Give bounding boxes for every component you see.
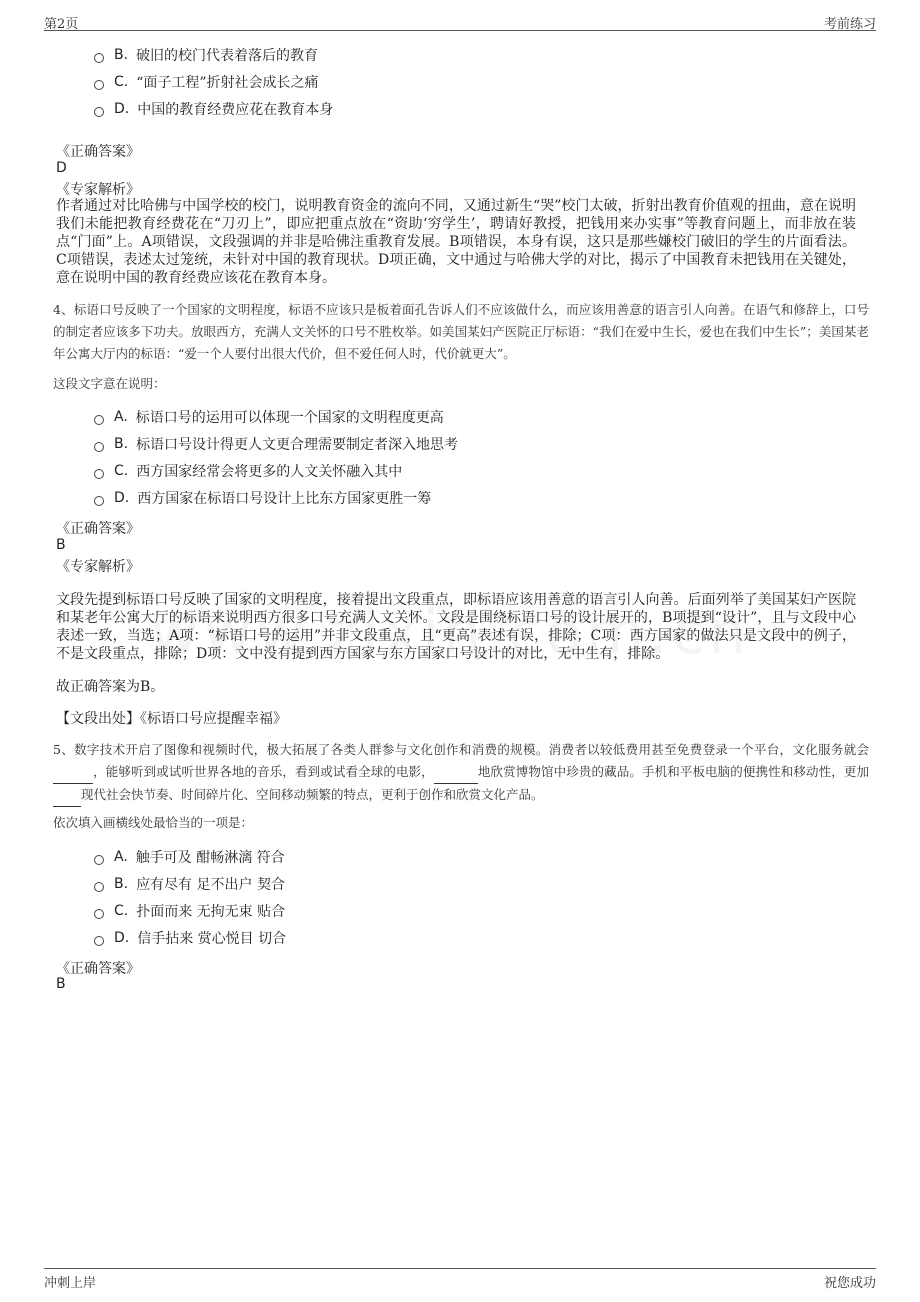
option-key: B. <box>114 876 129 892</box>
radio-icon[interactable] <box>94 496 104 506</box>
fill-blank-2 <box>434 761 478 784</box>
q5-option-d[interactable] <box>94 928 286 948</box>
q4-conclusion: 故正确答案为B。 <box>56 679 165 695</box>
option-key: D. <box>114 490 130 506</box>
radio-icon[interactable] <box>94 107 104 117</box>
q3-option-c[interactable] <box>94 72 319 92</box>
radio-icon[interactable] <box>94 855 104 865</box>
option-text: 触手可及 酣畅淋漓 符合 <box>135 850 285 866</box>
radio-icon[interactable] <box>94 442 104 452</box>
option-text: 中国的教育经费应花在教育本身 <box>137 102 334 118</box>
q5-answer: B <box>56 976 66 992</box>
option-text: “面子工程”折射社会成长之痛 <box>136 75 319 91</box>
radio-icon[interactable] <box>94 936 104 946</box>
radio-icon[interactable] <box>94 80 104 90</box>
q3-analysis: 作者通过对比哈佛与中国学校的校门，说明教育资金的流向不同，又通过新生“哭”校门太破，折射出教育价值观的扭曲，意在说明我们未能把教育经费花在“刀刃上”，即应把重点放在“资助‘穷学生’，聘请好教授，把钱用来办实事”等教育问题上，而非放在装点“门面”上。A项错误，文段强调的并非是哈佛注重教育发展。B项错误，本身有误，这只是那些嫌校门破旧的学生的片面看法。C项错误，表述太过笼统，未针对中国的教育现状。D项正确，文中通过与哈佛大学的对比，揭示了中国教育未把钱用在关键处，意在说明中国的教育经费应该花在教育本身。 <box>56 198 856 286</box>
radio-icon[interactable] <box>94 53 104 63</box>
option-text: 标语口号设计得更人文更合理需要制定者深入地思考 <box>136 437 459 453</box>
q5-stem-part: 现代社会快节奏、时间碎片化、空间移动频繁的特点，更利于创作和欣赏文化产品。 <box>81 787 544 802</box>
page-header <box>44 10 876 31</box>
option-key: A. <box>114 849 128 865</box>
q5-answer-label: 《正确答案》 <box>56 961 140 977</box>
option-text: 应有尽有 足不出户 契合 <box>136 877 285 893</box>
q5-stem-part: ，能够听到或试听世界各地的音乐，看到或试看全球的电影， <box>93 764 434 779</box>
q5-prompt: 依次填入画横线处最恰当的一项是： <box>53 815 254 830</box>
fill-blank-3 <box>53 784 81 807</box>
option-key: A. <box>114 409 128 425</box>
q4-answer-label: 《正确答案》 <box>56 521 140 537</box>
option-text: 扑面而来 无拘无束 贴合 <box>136 904 286 920</box>
option-key: D. <box>114 930 130 946</box>
page-number: 第2页 <box>44 17 79 32</box>
radio-icon[interactable] <box>94 469 104 479</box>
q4-source: 【文段出处】《标语口号应提醒幸福》 <box>56 711 287 727</box>
option-text: 破旧的校门代表着落后的教育 <box>136 48 319 64</box>
q4-answer: B <box>56 537 66 553</box>
q4-option-c[interactable] <box>94 461 402 481</box>
footer-right: 祝您成功 <box>823 1276 876 1291</box>
q4-option-b[interactable] <box>94 434 458 454</box>
option-key: D. <box>114 101 130 117</box>
q5-stem-part: 地欣赏博物馆中珍贵的藏品。手机和平板电脑的便携性和移动性，更加 <box>477 764 869 779</box>
q3-answer-label: 《正确答案》 <box>56 144 140 160</box>
q5-option-b[interactable] <box>94 874 285 894</box>
q4-analysis-label: 《专家解析》 <box>56 559 140 575</box>
option-key: C. <box>114 463 129 479</box>
option-key: B. <box>114 47 129 63</box>
radio-icon[interactable] <box>94 882 104 892</box>
q4-option-d[interactable] <box>94 488 431 508</box>
option-key: C. <box>114 74 129 90</box>
footer-left: 冲刺上岸 <box>44 1276 97 1291</box>
q4-stem: 4、标语口号反映了一个国家的文明程度，标语不应该只是板着面孔告诉人们不应该做什么，而应该用善意的语言引人向善。在语气和修辞上，口号的制定者应该多下功夫。放眼西方，充满人文关怀的口号不胜枚举。如美国某妇产医院正厅标语：“我们在爱中生长，爱也在我们中生长”；美国某老年公寓大厅内的标语：“爱一个人要付出很大代价，但不爱任何人时，代价就更大”。 <box>53 302 869 361</box>
q5-stem-part: 5、数字技术开启了图像和视频时代，极大拓展了各类人群参与文化创作和消费的规模。消费者以较低费用甚至免费登录一个平台，文化服务就会 <box>53 742 869 757</box>
option-key: B. <box>114 436 129 452</box>
option-text: 信手拈来 赏心悦目 切合 <box>137 931 287 947</box>
page-footer <box>44 1268 876 1296</box>
q3-answer: D <box>56 160 67 176</box>
option-text: 标语口号的运用可以体现一个国家的文明程度更高 <box>135 410 444 426</box>
q3-option-b[interactable] <box>94 45 318 65</box>
q3-option-d[interactable] <box>94 99 333 119</box>
q4-prompt: 这段文字意在说明： <box>53 376 166 391</box>
header-title: 考前练习 <box>823 17 876 32</box>
q5-option-c[interactable] <box>94 901 285 921</box>
option-key: C. <box>114 903 129 919</box>
fill-blank-1 <box>53 761 93 784</box>
q4-option-a[interactable] <box>94 407 444 427</box>
q5-option-a[interactable] <box>94 847 285 867</box>
q5-stem <box>53 739 869 807</box>
radio-icon[interactable] <box>94 909 104 919</box>
q3-analysis-label: 《专家解析》 <box>56 182 140 198</box>
option-text: 西方国家经常会将更多的人文关怀融入其中 <box>136 464 403 480</box>
q4-analysis: 文段先提到标语口号反映了国家的文明程度，接着提出文段重点，即标语应该用善意的语言引人向善。后面列举了美国某妇产医院和某老年公寓大厅的标语来说明西方很多口号充满人文关怀。文段是围绕标语口号的设计展开的，B项提到“设计”，且与文段中心表述一致，当选；A项：“标语口号的运用”并非文段重点，且“更高”表述有误，排除；C项：西方国家的做法只是文段中的例子，不是文段重点，排除；D项：文中没有提到西方国家与东方国家口号设计的对比，无中生有，排除。 <box>56 592 856 662</box>
radio-icon[interactable] <box>94 415 104 425</box>
option-text: 西方国家在标语口号设计上比东方国家更胜一筹 <box>137 491 432 507</box>
